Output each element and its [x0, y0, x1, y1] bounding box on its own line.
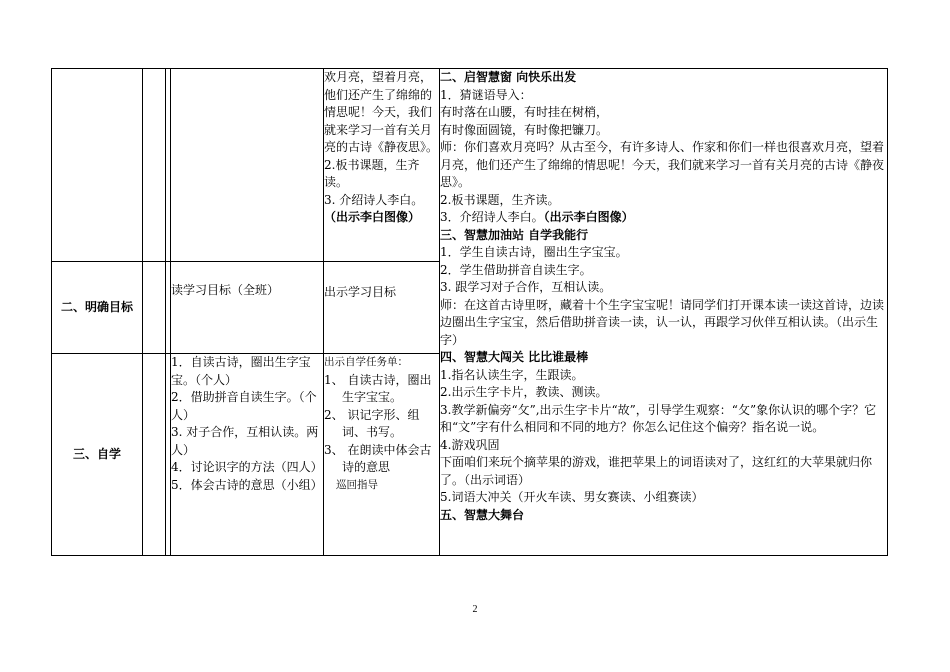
lesson-plan-table	[51, 68, 888, 556]
process-heading: 二、启智慧窗 向快乐出发	[440, 70, 577, 84]
section-label: 三、自学	[52, 354, 143, 556]
process-heading: 五、智慧大舞台	[440, 507, 525, 522]
lesson-process-cell: 二、启智慧窗 向快乐出发 1．猜谜语导入： 有时落在山腰，有时挂在树梢， 有时像面圆镜，有时像把镰刀。 师：你们喜欢月亮吗？从古至今，有许多诗人、作家和你们一样也很喜欢月亮，望着月亮，他们还产生了绵绵的情思呢！今天，我们就来学习一首有关月亮的古诗《静夜思》。 2.板书课题，生齐读。 3．介绍诗人李白。（出示李白图像） 三、智慧加油站 自学我能行 1．学生自读古诗，圈出生字宝宝。 2．学生借助拼音自读生字。 3. 跟学习对子合作，互相认读。 师：在这首古诗里呀，藏着十个生字宝宝呢！请同学们打开课本读一读这首诗，边读边圈出生字宝宝，然后借助拼音读一读，认一认，再跟学习伙伴互相认读。（出示生字） 四、智慧大闯关 比比谁最棒 1.指名认读生字，生跟读。 2.出示生字卡片，教读、测读。 3.教学新偏旁“攵”,出示生字卡片“故”，引导学生观察：“攵”象你认识的哪个字？它和“文”字有什么相同和不同的地方？你怎么记住这个偏旁？指名说一说。 4.游戏巩固 下面咱们来玩个摘苹果的游戏，谁把苹果上的词语读对了，这红红的大苹果就归你了。（出示词语） 5.词语大冲关（开火车读、男女赛读、小组赛读） 五、智慧大舞台	[440, 69, 888, 556]
teacher-activity-cell: 出示学习目标	[324, 262, 440, 354]
table-row	[52, 69, 888, 262]
teacher-activity-cell: 欢月亮，望着月亮，他们还产生了绵绵的情思呢！今天，我们就来学习一首有关月亮的古诗《静夜思》。 2.板书课题，生齐读。 3. 介绍诗人李白。 （出示李白图像）	[324, 69, 440, 262]
section-label: 二、明确目标	[52, 262, 143, 354]
student-activity-cell: 读学习目标（全班）	[171, 262, 324, 354]
student-activity-cell: 1．自读古诗，圈出生字宝宝。（个人） 2．借助拼音自读生字。（个人） 3. 对子合作，互相认读。两人） 4．讨论识字的方法（四人） 5．体会古诗的意思（小组）	[171, 354, 324, 556]
section-cell-empty	[52, 69, 143, 262]
process-heading: 四、智慧大闯关 比比谁最棒	[440, 350, 589, 364]
page-number: 2	[472, 604, 478, 615]
process-heading: 三、智慧加油站 自学我能行	[440, 227, 589, 242]
teacher-activity-cell: 出示自学任务单： 1、 自读古诗，圈出生字宝宝。 2、 识记字形、组词、书写。 3、 在朗读中体会古诗的意思 巡回指导	[324, 354, 440, 556]
